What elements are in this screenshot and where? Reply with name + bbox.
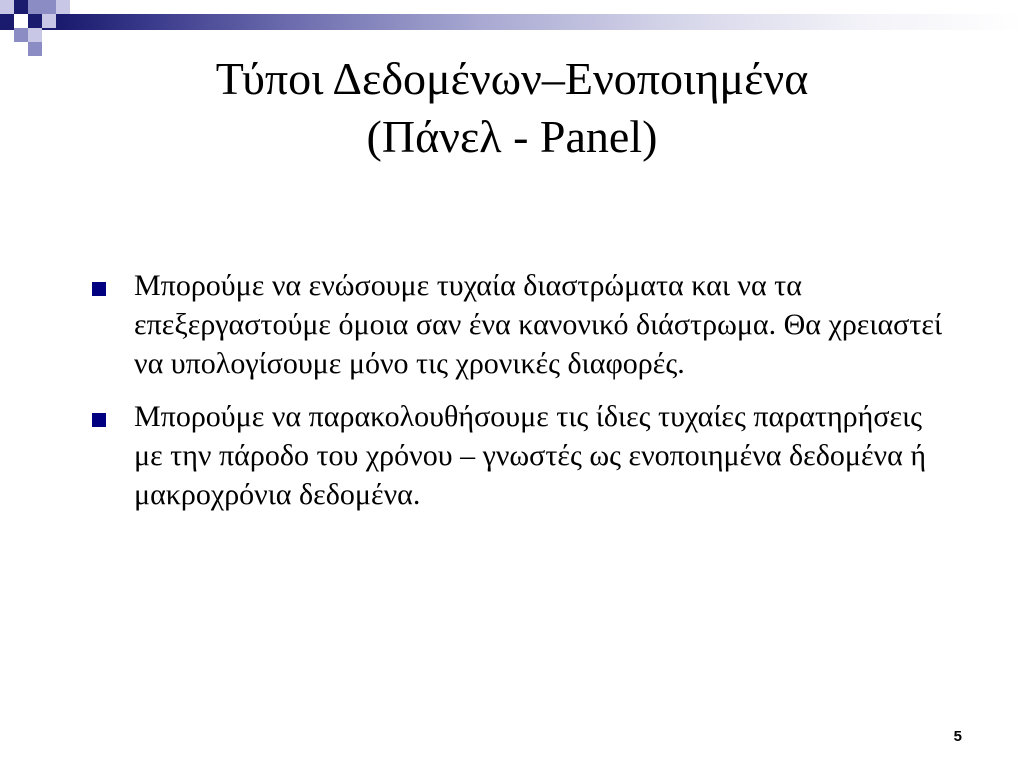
decor-square [28, 14, 42, 28]
page-number: 5 [953, 728, 962, 745]
decor-square [28, 0, 42, 14]
slide-title-line-1: Τύποι Δεδομένων–Ενοποιημένα [215, 53, 809, 104]
decor-square [14, 0, 28, 14]
decor-square [42, 14, 56, 28]
decor-square [0, 0, 14, 14]
decor-square [56, 0, 70, 14]
decor-square [14, 28, 28, 42]
bullet-item [88, 397, 948, 514]
header-gradient-bar [0, 14, 1024, 30]
decor-square [14, 14, 28, 28]
decor-square [42, 0, 56, 14]
slide-title-line-2: (Πάνελ - Panel) [366, 111, 658, 162]
slide-title [0, 50, 1024, 166]
bullet-item [88, 266, 948, 383]
bullet-list [88, 266, 948, 528]
bullet-text: Μπορούμε να παρακολουθήσουμε τις ίδιες τυχαίες παρατηρήσεις με την πάροδο του χρόνου – γνωστές ως ενοποιημένα δεδομένα ή μακροχρόνια δεδομένα. [134, 400, 927, 511]
decor-square [28, 28, 42, 42]
square-bullet-icon [92, 413, 106, 427]
decor-square [0, 14, 14, 28]
bullet-text: Μπορούμε να ενώσουμε τυχαία διαστρώματα και να τα επεξεργαστούμε όμοια σαν ένα κανονικό διάστρωμα. Θα χρειαστεί να υπολογίσουμε μόνο τις χρονικές διαφορές. [134, 269, 943, 380]
square-bullet-icon [92, 282, 106, 296]
